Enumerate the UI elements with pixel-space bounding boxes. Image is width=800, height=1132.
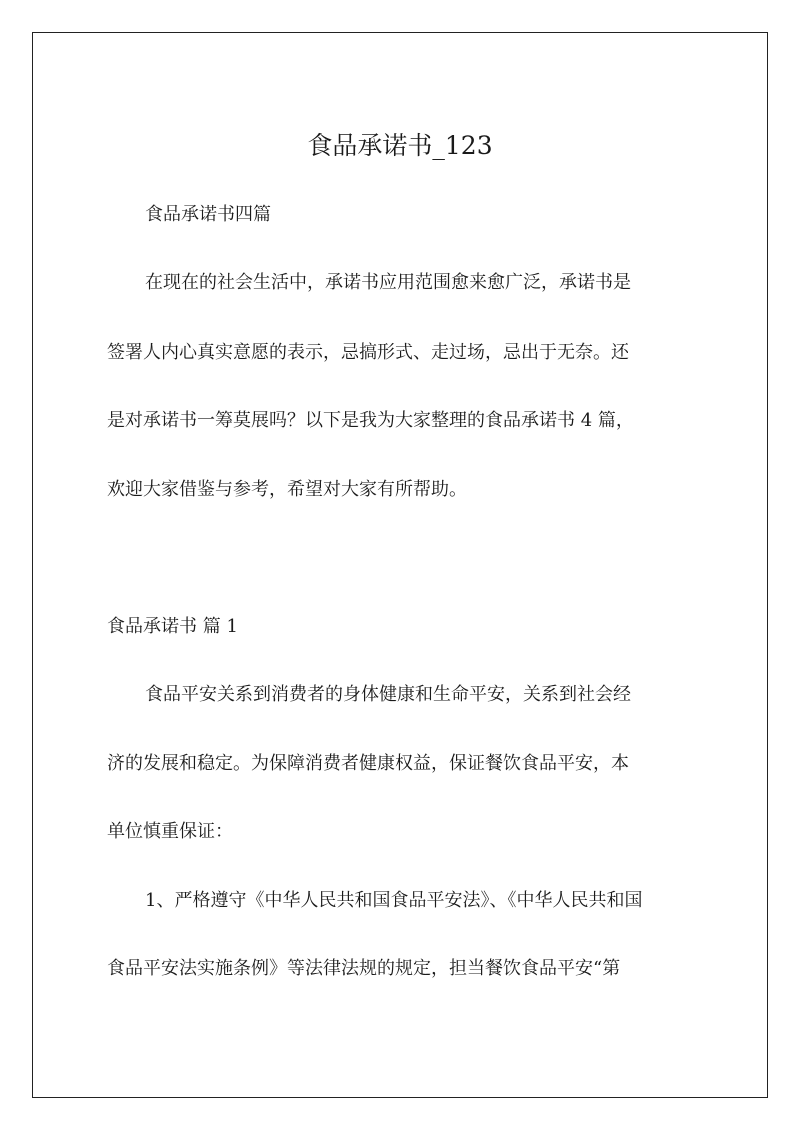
clause-1-line-2: 食品平安法实施条例》等法律法规的规定，担当餐饮食品平安“第	[107, 958, 621, 979]
subtitle: 食品承诺书四篇	[145, 204, 271, 225]
document-title: 食品承诺书_123	[307, 131, 493, 160]
intro-line-2: 签署人内心真实意愿的表示，忌搞形式、走过场，忌出于无奈。还	[107, 342, 629, 363]
section-body-line-1: 食品平安关系到消费者的身体健康和生命平安，关系到社会经	[145, 684, 631, 705]
page-border	[32, 32, 768, 1098]
intro-line-3: 是对承诺书一筹莫展吗？以下是我为大家整理的食品承诺书 4 篇，	[107, 410, 634, 431]
section-body-line-3: 单位慎重保证：	[107, 821, 233, 842]
intro-line-4: 欢迎大家借鉴与参考，希望对大家有所帮助。	[107, 479, 467, 500]
clause-1-line-1: 1、严格遵守《中华人民共和国食品平安法》、《中华人民共和国	[145, 890, 643, 911]
intro-line-1: 在现在的社会生活中，承诺书应用范围愈来愈广泛，承诺书是	[145, 272, 631, 293]
section-body-line-2: 济的发展和稳定。为保障消费者健康权益，保证餐饮食品平安，本	[107, 753, 629, 774]
section-heading: 食品承诺书 篇 1	[107, 616, 238, 637]
